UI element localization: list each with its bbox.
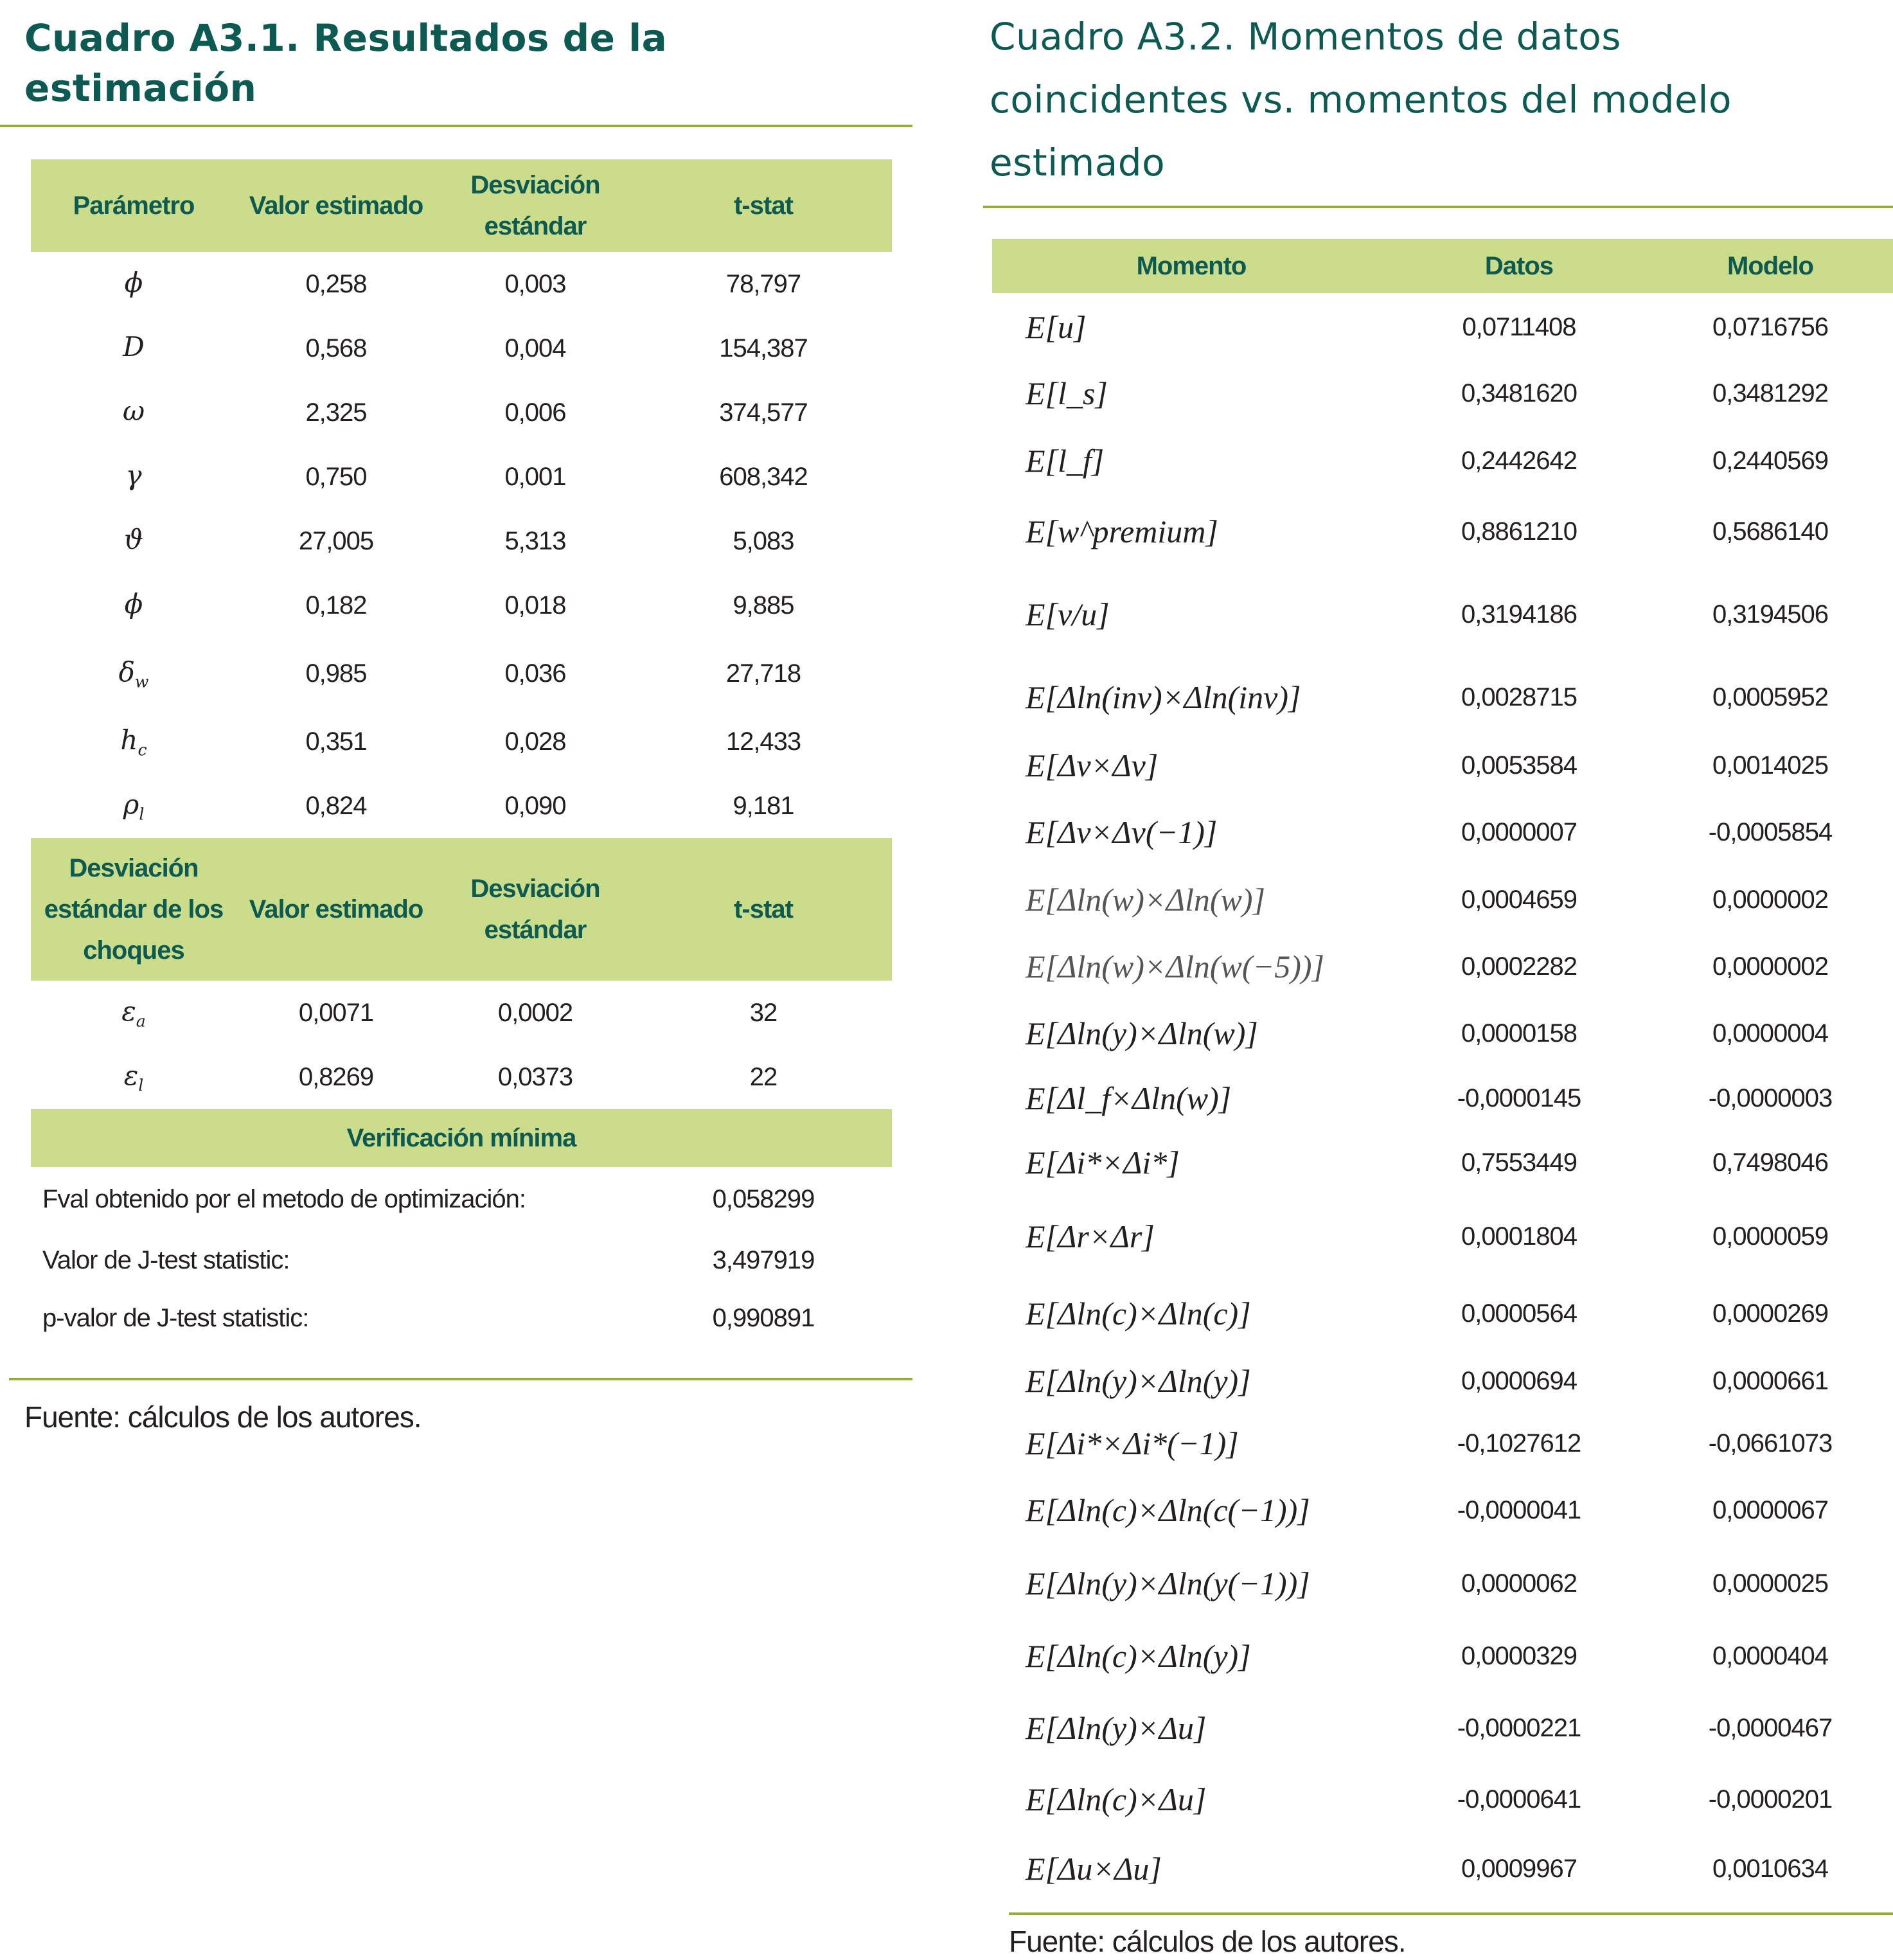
table-a3-1-source: Fuente: cálculos de los autores. <box>24 1400 422 1434</box>
moment-expression: E[Δln(y)×Δln(y(−1))] <box>1026 1565 1310 1601</box>
column-header: Valor estimado <box>236 159 436 252</box>
moment-row <box>992 1278 1893 1350</box>
moment-expression: E[Δln(y)×Δln(w)] <box>1026 1015 1258 1051</box>
parameter-row <box>31 774 892 838</box>
moment-row <box>992 1621 1893 1691</box>
cell-sd: 0,090 <box>504 791 566 820</box>
table-a3-1-title: Cuadro A3.1. Resultados de la estimación <box>24 16 668 110</box>
verification-row <box>31 1231 892 1289</box>
estimation-results-table <box>31 159 892 1347</box>
symbol-base: ρ <box>123 788 139 820</box>
parameter-symbol <box>31 380 236 445</box>
verification-header: Verificación mínima <box>31 1109 892 1167</box>
moment-row <box>992 1130 1893 1195</box>
cell-value: 0,182 <box>305 591 367 619</box>
parameter-symbol <box>31 774 236 838</box>
cell-value: 0,568 <box>305 334 367 362</box>
cell-datos: 0,0000694 <box>1461 1366 1578 1395</box>
parameter-symbol <box>31 509 236 573</box>
moment-expression: E[Δln(inv)×Δln(inv)] <box>1026 679 1301 715</box>
cell-datos: 0,0001804 <box>1461 1222 1578 1251</box>
moment-expression: E[Δi*×Δi*] <box>1026 1145 1180 1180</box>
cell-modelo: 0,0000059 <box>1712 1222 1829 1251</box>
cell-value: 0,0071 <box>298 998 374 1027</box>
moment-expression: E[Δln(c)×Δln(c)] <box>1026 1296 1251 1332</box>
moment-row <box>992 662 1893 733</box>
symbol-base: ϕ <box>124 587 143 619</box>
symbol-base: ϕ <box>124 266 143 298</box>
cell-datos: 0,0028715 <box>1461 682 1578 711</box>
cell-modelo: 0,0010634 <box>1712 1854 1829 1883</box>
moment-expression: E[Δln(y)×Δu] <box>1026 1710 1207 1746</box>
cell-sd: 0,006 <box>504 398 566 427</box>
cell-value: 0,750 <box>305 462 367 491</box>
cell-value: 27,005 <box>298 526 374 555</box>
cell-modelo: -0,0661073 <box>1708 1429 1833 1457</box>
cell-modelo: 0,3194506 <box>1712 600 1829 628</box>
header-row <box>31 838 892 981</box>
header-row <box>992 239 1893 293</box>
moment-row <box>992 1350 1893 1412</box>
cell-modelo: 0,2440569 <box>1712 446 1829 475</box>
moment-expression: E[Δln(y)×Δln(y)] <box>1026 1363 1251 1399</box>
table-a3-2-panel <box>983 0 1893 1959</box>
shock-row <box>31 1045 892 1109</box>
column-header: Datos <box>1391 239 1648 293</box>
symbol-base: D <box>123 330 145 362</box>
title-rule <box>0 125 912 127</box>
column-header: Valor estimado <box>236 838 436 981</box>
cell-modelo: 0,0000404 <box>1712 1641 1829 1670</box>
symbol-subscript: c <box>138 740 147 760</box>
moment-row <box>992 496 1893 567</box>
cell-datos: 0,0000062 <box>1461 1569 1578 1598</box>
header-row <box>31 159 892 252</box>
moments-table <box>992 239 1893 1903</box>
cell-modelo: -0,0000467 <box>1708 1713 1833 1742</box>
cell-modelo: 0,0000661 <box>1712 1366 1829 1395</box>
cell-t: 154,387 <box>719 334 808 362</box>
cell-modelo: 0,0000269 <box>1712 1299 1829 1328</box>
moment-expression: E[Δln(c)×Δln(c(−1))] <box>1026 1492 1310 1528</box>
parameter-symbol <box>31 709 236 774</box>
cell-modelo: 0,5686140 <box>1712 517 1829 546</box>
cell-datos: 0,0000158 <box>1461 1019 1578 1047</box>
symbol-subscript: w <box>134 672 149 691</box>
cell-datos: -0,0000641 <box>1457 1785 1581 1813</box>
cell-t: 32 <box>749 998 778 1027</box>
moment-row <box>992 1412 1893 1474</box>
cell-modelo: 0,0000002 <box>1712 952 1829 981</box>
cell-datos: -0,1027612 <box>1457 1429 1581 1457</box>
cell-modelo: -0,0005854 <box>1708 817 1833 846</box>
symbol-base: γ <box>125 459 142 491</box>
cell-sd: 0,001 <box>504 462 566 491</box>
column-header: t-stat <box>635 159 892 252</box>
verification-value: 0,058299 <box>712 1184 815 1213</box>
cell-datos: 0,0004659 <box>1461 885 1578 914</box>
parameter-row <box>31 445 892 509</box>
cell-datos: 0,0000564 <box>1461 1299 1578 1328</box>
table-a3-2-source: Fuente: cálculos de los autores. <box>1009 1925 1406 1958</box>
column-header: Parámetro <box>31 159 236 252</box>
cell-datos: 0,0000329 <box>1461 1641 1578 1670</box>
shock-row <box>31 981 892 1045</box>
moment-row <box>992 798 1893 866</box>
cell-sd: 0,0002 <box>497 998 573 1027</box>
cell-sd: 0,028 <box>504 727 566 756</box>
parameter-symbol <box>31 316 236 380</box>
parameter-row <box>31 252 892 316</box>
cell-modelo: 0,7498046 <box>1712 1148 1829 1177</box>
cell-modelo: 0,0000004 <box>1712 1019 1829 1047</box>
cell-t: 22 <box>749 1062 778 1091</box>
cell-datos: 0,2442642 <box>1461 446 1578 475</box>
verification-label: Fval obtenido por el metodo de optimización: <box>42 1184 526 1213</box>
moment-row <box>992 1474 1893 1546</box>
column-header: Modelo <box>1648 239 1893 293</box>
moment-expression: E[Δln(c)×Δln(y)] <box>1026 1638 1251 1674</box>
title-line: estimado <box>990 141 1166 184</box>
moment-row <box>992 733 1893 798</box>
cell-modelo: 0,0014025 <box>1712 751 1829 780</box>
moment-expression: E[Δln(w)×Δln(w)] <box>1026 882 1265 918</box>
symbol-subscript: a <box>136 1011 146 1031</box>
cell-modelo: -0,0000201 <box>1708 1785 1833 1813</box>
title-line: Cuadro A3.2. Momentos de datos <box>990 15 1621 58</box>
verification-row <box>31 1289 892 1347</box>
table-a3-1-panel <box>0 0 912 1434</box>
verification-label: p-valor de J-test statistic: <box>42 1303 309 1332</box>
moment-expression: E[l_f] <box>1026 443 1105 479</box>
verification-value: 0,990891 <box>712 1303 815 1332</box>
cell-value: 0,824 <box>305 791 367 820</box>
moment-expression: E[Δr×Δr] <box>1026 1218 1155 1254</box>
symbol-base: ε <box>121 995 136 1027</box>
moment-expression: E[Δu×Δu] <box>1026 1851 1162 1887</box>
cell-datos: 0,0711408 <box>1462 312 1576 341</box>
moment-row <box>992 866 1893 933</box>
shock-symbol <box>31 1045 236 1109</box>
moment-expression: E[u] <box>1026 309 1087 345</box>
symbol-base: ϑ <box>123 523 144 555</box>
parameter-symbol <box>31 637 236 709</box>
title-rule <box>983 206 1893 208</box>
parameter-row <box>31 709 892 774</box>
cell-value: 0,258 <box>305 269 367 298</box>
parameter-row <box>31 573 892 637</box>
verification-header-row <box>31 1109 892 1167</box>
moment-row <box>992 1195 1893 1278</box>
parameter-row <box>31 637 892 709</box>
moment-row <box>992 425 1893 496</box>
cell-t: 27,718 <box>725 659 801 688</box>
table-a3-2-title <box>983 0 1893 188</box>
cell-modelo: 0,0716756 <box>1712 312 1829 341</box>
symbol-subscript: l <box>138 1076 144 1095</box>
column-header: Desviación estándar <box>436 838 635 981</box>
cell-modelo: -0,0000003 <box>1708 1083 1833 1112</box>
cell-datos: 0,0053584 <box>1461 751 1578 780</box>
cell-datos: -0,0000041 <box>1457 1495 1581 1524</box>
column-header: Desviación estándar de los choques <box>31 838 236 981</box>
parameter-symbol <box>31 445 236 509</box>
parameter-row <box>31 380 892 445</box>
cell-sd: 5,313 <box>504 526 566 555</box>
moment-expression: E[Δl_f×Δln(w)] <box>1026 1080 1232 1116</box>
moment-expression: E[w^premium] <box>1026 513 1218 549</box>
cell-datos: -0,0000221 <box>1457 1713 1581 1742</box>
column-header: Momento <box>992 239 1391 293</box>
bottom-rule <box>9 1378 912 1380</box>
moment-expression: E[Δv×Δv(−1)] <box>1026 814 1218 850</box>
cell-value: 0,351 <box>305 727 367 756</box>
parameter-symbol <box>31 573 236 637</box>
cell-sd: 0,003 <box>504 269 566 298</box>
moment-expression: E[Δi*×Δi*(−1)] <box>1026 1425 1239 1461</box>
cell-modelo: 0,0000025 <box>1712 1569 1829 1598</box>
cell-sd: 0,004 <box>504 334 566 362</box>
cell-datos: 0,3481620 <box>1461 379 1578 407</box>
cell-modelo: 0,3481292 <box>1712 379 1829 407</box>
cell-t: 608,342 <box>719 462 808 491</box>
moment-expression: E[v/u] <box>1026 596 1110 632</box>
shock-symbol <box>31 981 236 1045</box>
column-header: Desviación estándar <box>436 159 635 252</box>
moment-row <box>992 567 1893 662</box>
cell-value: 0,985 <box>305 659 367 688</box>
cell-t: 78,797 <box>725 269 801 298</box>
cell-datos: 0,0002282 <box>1461 952 1578 981</box>
cell-t: 9,181 <box>733 791 794 820</box>
verification-value: 3,497919 <box>712 1245 815 1274</box>
cell-t: 374,577 <box>719 398 808 427</box>
cell-datos: -0,0000145 <box>1457 1083 1581 1112</box>
cell-sd: 0,018 <box>504 591 566 619</box>
moment-row <box>992 361 1893 425</box>
cell-modelo: 0,0000002 <box>1712 885 1829 914</box>
parameter-symbol <box>31 252 236 316</box>
moment-expression: E[Δln(c)×Δu] <box>1026 1781 1207 1817</box>
title-line: coincidentes vs. momentos del modelo <box>990 78 1732 121</box>
cell-t: 9,885 <box>733 591 794 619</box>
column-header: t-stat <box>635 838 892 981</box>
cell-sd: 0,0373 <box>497 1062 573 1091</box>
moment-row <box>992 1765 1893 1834</box>
cell-modelo: 0,0000067 <box>1712 1495 1829 1524</box>
moment-expression: E[Δv×Δv] <box>1026 747 1159 783</box>
moment-row <box>992 1067 1893 1130</box>
cell-value: 2,325 <box>305 398 367 427</box>
cell-t: 5,083 <box>733 526 794 555</box>
verification-label: Valor de J-test statistic: <box>42 1245 290 1274</box>
bottom-rule <box>1009 1912 1893 1915</box>
moment-row <box>992 293 1893 361</box>
cell-value: 0,8269 <box>298 1062 374 1091</box>
cell-t: 12,433 <box>725 727 801 756</box>
moment-row <box>992 933 1893 1000</box>
cell-sd: 0,036 <box>504 659 566 688</box>
cell-datos: 0,8861210 <box>1461 517 1578 546</box>
symbol-subscript: l <box>139 805 145 824</box>
moment-row <box>992 1546 1893 1621</box>
symbol-base: h <box>120 724 138 756</box>
moment-row <box>992 1834 1893 1903</box>
symbol-base: δ <box>118 655 135 688</box>
verification-row <box>31 1167 892 1231</box>
symbol-base: ε <box>123 1059 139 1091</box>
moment-expression: E[Δln(w)×Δln(w(−5))] <box>1026 949 1325 984</box>
symbol-base: ω <box>122 395 145 427</box>
moment-row <box>992 1000 1893 1067</box>
moment-expression: E[l_s] <box>1026 375 1108 411</box>
cell-datos: 0,3194186 <box>1461 600 1578 628</box>
cell-datos: 0,7553449 <box>1461 1148 1578 1177</box>
cell-datos: 0,0009967 <box>1461 1854 1578 1883</box>
parameter-row <box>31 316 892 380</box>
moment-row <box>992 1691 1893 1765</box>
cell-datos: 0,0000007 <box>1461 817 1578 846</box>
parameter-row <box>31 509 892 573</box>
cell-modelo: 0,0005952 <box>1712 682 1829 711</box>
